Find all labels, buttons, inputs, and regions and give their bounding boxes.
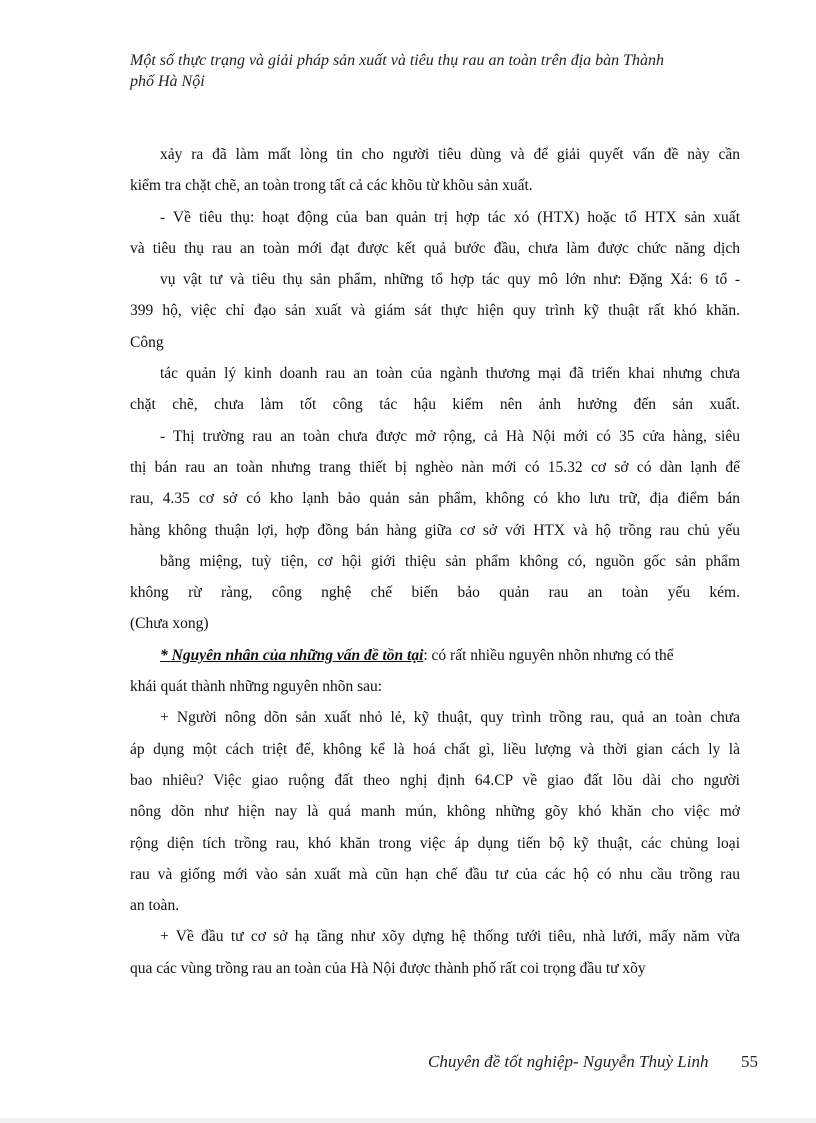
text-line: - Thị trường rau an toàn chưa được mở rộng, cả Hà Nội mới có 35 cửa hàng, siêu: [160, 427, 740, 445]
text-line: bao nhiêu? Việc giao ruộng đất theo nghị định 64.CP về giao đất lõu dài cho người: [130, 771, 740, 789]
text-line: áp dụng một cách triệt để, không kể là hoá chất gì, liều lượng và thời gian cách ly là: [130, 740, 740, 758]
text-line: không rừ ràng, công nghệ chế biến bảo quản rau an toàn yếu kém.: [130, 584, 740, 602]
text-line: bằng miệng, tuỳ tiện, cơ hội giới thiệu sản phẩm không có, nguồn gốc sản phẩm: [160, 552, 740, 570]
text-line: và tiêu thụ rau an toàn mới đạt được kết quả bước đầu, chưa làm được chức năng dịch: [130, 239, 740, 257]
text-line: kiểm tra chặt chẽ, an toàn trong tất cả các khõu từ khõu sản xuất.: [130, 177, 533, 195]
text-line: + Người nông dõn sản xuất nhỏ lẻ, kỹ thuật, quy trình trồng rau, quả an toàn chưa: [160, 709, 740, 727]
text-line: rộng diện tích trồng rau, khó khăn trong việc áp dụng tiến bộ kỹ thuật, các chủng loại: [130, 834, 740, 852]
section-heading-rest: : có rất nhiều nguyên nhõn nhưng có thể: [423, 646, 674, 664]
text-line: rau và giống mới vào sản xuất mà cũn hạn chế đầu tư của các hộ có nhu cầu trồng rau: [130, 865, 740, 883]
text-line: tác quản lý kinh doanh rau an toàn của ngành thương mại đã triển khai nhưng chưa: [160, 365, 740, 383]
text-line: an toàn.: [130, 897, 180, 915]
text-line: 399 hộ, việc chỉ đạo sản xuất và giám sát thực hiện quy trình kỹ thuật rất khó khăn.: [130, 302, 740, 320]
page-footer: [428, 1052, 760, 1072]
text-line: xảy ra đã làm mất lòng tin cho người tiêu dùng và để giải quyết vấn đề này cần: [160, 146, 740, 163]
document-body: [130, 139, 740, 984]
header-line-2: phố Hà Nội: [130, 73, 205, 90]
text-line: hàng không thuận lợi, hợp đồng bán hàng giữa cơ sở với HTX và hộ trồng rau chủ yếu: [130, 521, 740, 539]
section-heading: * Nguyên nhân của những vấn đề tồn tại: [160, 646, 424, 664]
text-line: qua các vùng trồng rau an toàn của Hà Nội được thành phố rất coi trọng đầu tư xõy: [130, 959, 646, 977]
page-bottom-edge: [0, 1118, 816, 1123]
text-line: (Chưa xong): [130, 615, 209, 633]
footer-title: Chuyên đề tốt nghiệp- Nguyễn Thuỳ Linh: [428, 1052, 709, 1071]
text-line: nông dõn như hiện nay là quá manh mún, không những gõy khó khăn cho việc mở: [130, 803, 740, 821]
header-line-1: Một số thực trạng và giải pháp sản xuất và tiêu thụ rau an toàn trên địa bàn Thành: [130, 52, 665, 69]
text-line: khái quát thành những nguyên nhõn sau:: [130, 678, 383, 696]
text-line: thị bán rau an toàn nhưng trang thiết bị nghèo nàn mới có 15.32 cơ sở có dàn lạnh để: [130, 458, 740, 476]
text-line: chặt chẽ, chưa làm tốt công tác hậu kiểm nên ảnh hưởng đến sản xuất.: [130, 396, 740, 414]
text-line: [130, 640, 740, 671]
text-line: vụ vật tư và tiêu thụ sản phẩm, những tổ hợp tác quy mô lớn như: Đặng Xá: 6 tổ -: [160, 271, 740, 289]
text-line: + Về đầu tư cơ sở hạ tầng như xõy dựng hệ thống tưới tiêu, nhà lưới, mấy năm vừa: [160, 928, 740, 946]
text-line: Công: [130, 333, 164, 351]
page-number: 55: [741, 1052, 758, 1071]
text-line: rau, 4.35 cơ sở có kho lạnh bảo quản sản phẩm, không có kho lưu trữ, địa điểm bán: [130, 490, 740, 508]
text-line: - Về tiêu thụ: hoạt động của ban quản trị hợp tác xó (HTX) hoặc tổ HTX sản xuất: [160, 208, 740, 226]
running-header: [130, 50, 750, 92]
